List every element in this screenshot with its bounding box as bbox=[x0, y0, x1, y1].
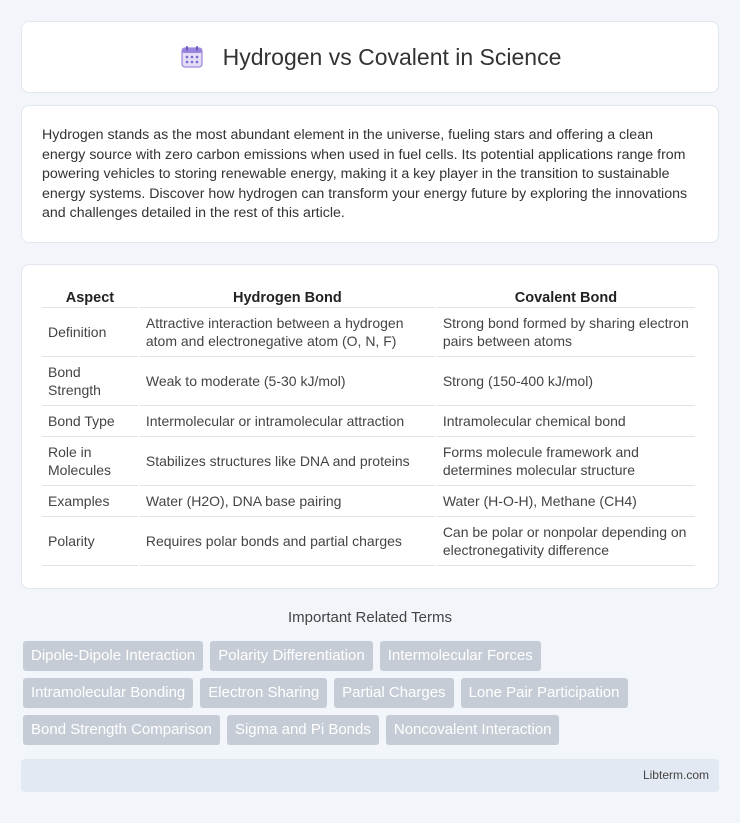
related-terms-title: Important Related Terms bbox=[288, 609, 452, 626]
comparison-table bbox=[40, 285, 697, 566]
cell-covalent: Intramolecular chemical bond bbox=[437, 406, 695, 437]
cell-aspect: Role in Molecules bbox=[42, 437, 138, 486]
cell-hydrogen: Weak to moderate (5-30 kJ/mol) bbox=[140, 357, 435, 406]
table-row bbox=[42, 486, 695, 517]
table-row bbox=[42, 406, 695, 437]
tag-sigma-and-pi-bonds[interactable]: Sigma and Pi Bonds bbox=[227, 715, 379, 745]
header-card bbox=[21, 21, 719, 93]
tag-noncovalent-interaction[interactable]: Noncovalent Interaction bbox=[386, 715, 560, 745]
cell-covalent: Can be polar or nonpolar depending on electronegativity difference bbox=[437, 517, 695, 566]
cell-aspect: Definition bbox=[42, 308, 138, 357]
tag-electron-sharing[interactable]: Electron Sharing bbox=[200, 678, 327, 708]
table-header-row bbox=[42, 285, 695, 308]
cell-aspect: Bond Type bbox=[42, 406, 138, 437]
footer bbox=[21, 759, 719, 792]
tag-partial-charges[interactable]: Partial Charges bbox=[334, 678, 453, 708]
cell-hydrogen: Intermolecular or intramolecular attraction bbox=[140, 406, 435, 437]
cell-covalent: Forms molecule framework and determines molecular structure bbox=[437, 437, 695, 486]
tag-lone-pair-participation[interactable]: Lone Pair Participation bbox=[461, 678, 628, 708]
cell-hydrogen: Water (H2O), DNA base pairing bbox=[140, 486, 435, 517]
cell-hydrogen: Attractive interaction between a hydrogen atom and electronegative atom (O, N, F) bbox=[140, 308, 435, 357]
table-row bbox=[42, 357, 695, 406]
tag-polarity-differentiation[interactable]: Polarity Differentiation bbox=[210, 641, 372, 671]
tag-dipole-dipole-interaction[interactable]: Dipole-Dipole Interaction bbox=[23, 641, 203, 671]
table-row bbox=[42, 517, 695, 566]
intro-paragraph: Hydrogen stands as the most abundant element in the universe, fueling stars and offering a clean energy source with zero carbon emissions when used in fuel cells. Its potential applications range from powering vehicles to storing renewable energy, making it a key player in the transition to sustainable energy systems. Discover how hydrogen can transform your energy future by exploring the innovations and challenges detailed in the rest of this article. bbox=[42, 127, 688, 222]
cell-aspect: Bond Strength bbox=[42, 357, 138, 406]
cell-covalent: Strong bond formed by sharing electron pairs between atoms bbox=[437, 308, 695, 357]
cell-aspect: Examples bbox=[42, 486, 138, 517]
calendar-icon bbox=[179, 44, 205, 70]
tag-intermolecular-forces[interactable]: Intermolecular Forces bbox=[380, 641, 541, 671]
comparison-card bbox=[21, 264, 719, 589]
tag-intramolecular-bonding[interactable]: Intramolecular Bonding bbox=[23, 678, 193, 708]
table-row bbox=[42, 308, 695, 357]
header-aspect: Aspect bbox=[42, 285, 138, 308]
tag-bond-strength-comparison[interactable]: Bond Strength Comparison bbox=[23, 715, 220, 745]
header-hydrogen-bond: Hydrogen Bond bbox=[140, 285, 435, 308]
intro-card bbox=[21, 105, 719, 243]
cell-aspect: Polarity bbox=[42, 517, 138, 566]
cell-covalent: Water (H-O-H), Methane (CH4) bbox=[437, 486, 695, 517]
cell-covalent: Strong (150-400 kJ/mol) bbox=[437, 357, 695, 406]
header-covalent-bond: Covalent Bond bbox=[437, 285, 695, 308]
page-title: Hydrogen vs Covalent in Science bbox=[222, 43, 562, 70]
cell-hydrogen: Requires polar bonds and partial charges bbox=[140, 517, 435, 566]
cell-hydrogen: Stabilizes structures like DNA and proteins bbox=[140, 437, 435, 486]
related-terms-tags bbox=[23, 641, 723, 752]
footer-site-link[interactable]: Libterm.com bbox=[642, 768, 709, 782]
table-row bbox=[42, 437, 695, 486]
